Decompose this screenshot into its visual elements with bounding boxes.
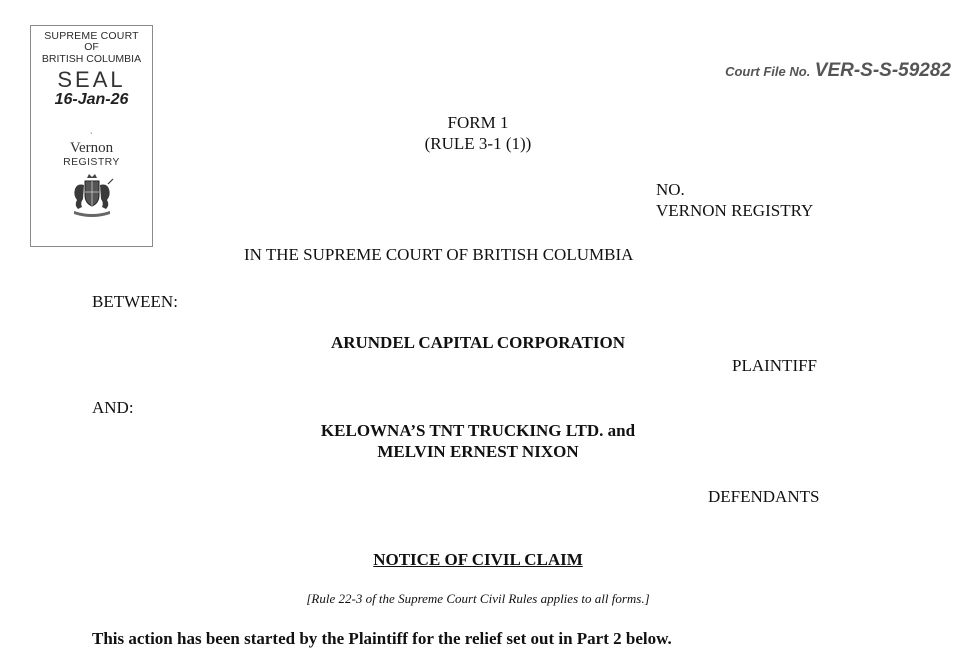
- seal-mark: ˎ: [89, 124, 94, 135]
- coat-of-arms-icon: [31, 173, 152, 222]
- and-label: AND:: [92, 398, 134, 417]
- seal-registry: REGISTRY: [63, 156, 120, 168]
- registry-no: NO.: [656, 180, 685, 199]
- registry-name: VERNON REGISTRY: [656, 201, 814, 220]
- seal-line-2: OF: [84, 41, 99, 53]
- plaintiff-role: PLAINTIFF: [732, 356, 818, 375]
- seal-word: SEAL: [57, 67, 126, 92]
- court-file-label: Court File No.: [725, 64, 811, 79]
- defendant-line-2: MELVIN ERNEST NIXON: [377, 442, 579, 461]
- plaintiff-name: ARUNDEL CAPITAL CORPORATION: [330, 333, 626, 352]
- form-rule: (RULE 3-1 (1)): [424, 134, 532, 153]
- form-title: FORM 1: [447, 113, 509, 132]
- action-statement: This action has been started by the Plaintiff for the relief set out in Part 2 below.: [92, 629, 672, 648]
- defendant-line-1: KELOWNA’S TNT TRUCKING LTD. and: [320, 421, 636, 440]
- court-file-number: [725, 60, 951, 82]
- seal-date: 16-Jan-26: [54, 91, 129, 108]
- document-title: NOTICE OF CIVIL CLAIM: [373, 550, 583, 569]
- court-file-value: VER-S-S-59282: [814, 60, 951, 81]
- court-name: IN THE SUPREME COURT OF BRITISH COLUMBIA: [244, 245, 634, 264]
- defendant-role: DEFENDANTS: [708, 487, 820, 506]
- seal-line-1: SUPREME COURT: [44, 30, 139, 42]
- seal-city: Vernon: [69, 140, 114, 156]
- between-label: BETWEEN:: [92, 292, 178, 311]
- seal-line-3: BRITISH COLUMBIA: [41, 53, 142, 65]
- rule-note: [Rule 22-3 of the Supreme Court Civil Rules applies to all forms.]: [306, 591, 650, 606]
